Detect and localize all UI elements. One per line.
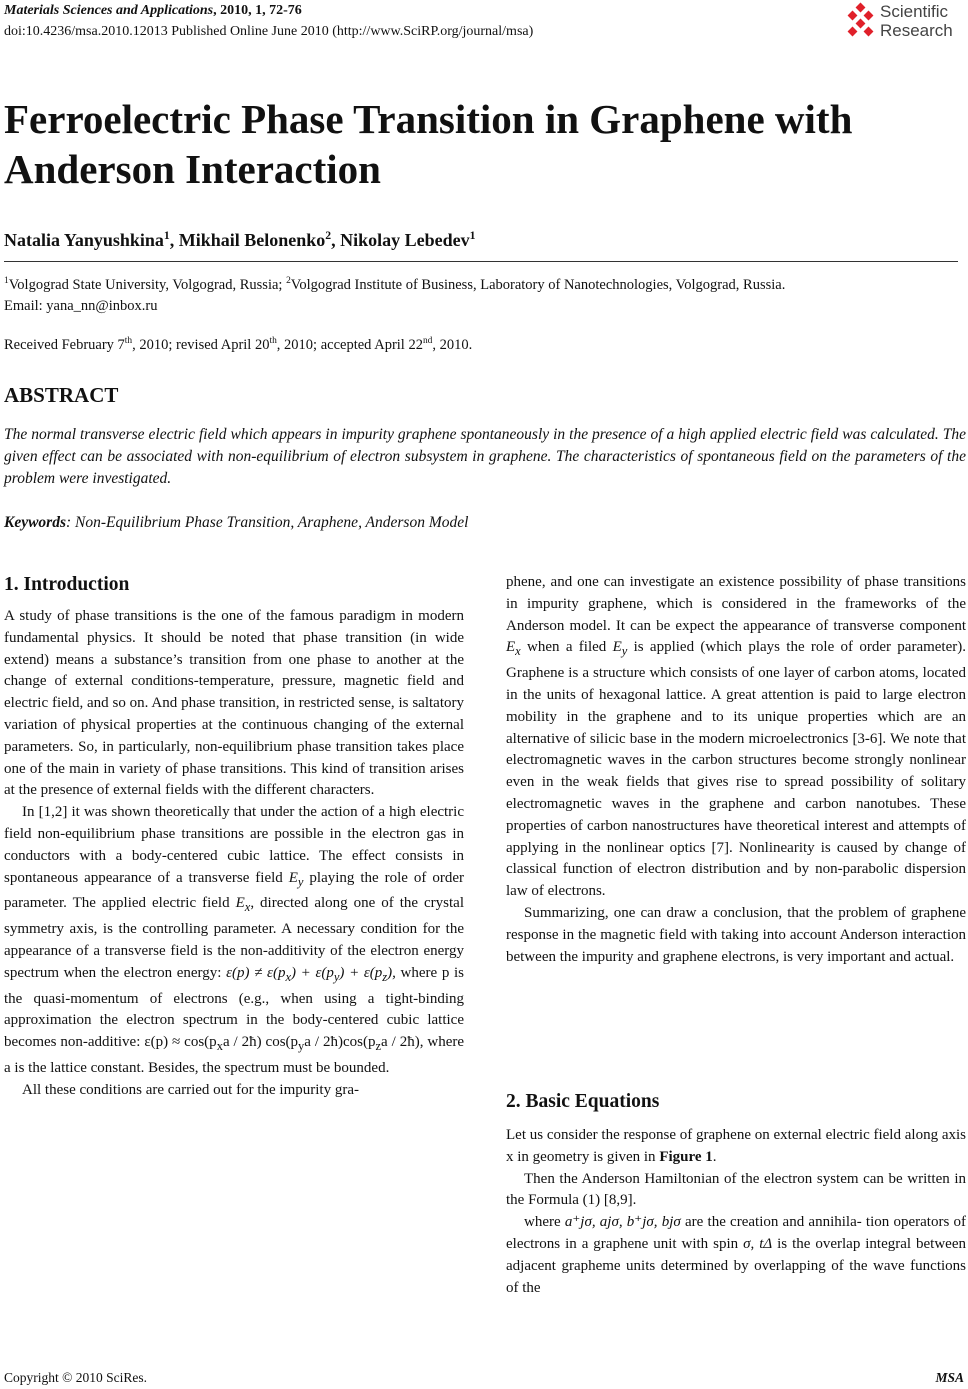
publisher-name-line2: Research [880, 21, 953, 40]
text-span: , directed along one of the crystal symmetry axis, is the controlling parameter. A necessary condition for the appearance of a transverse field is the non-additivity of the electron energy spectrum when the electron energy: [4, 895, 464, 981]
doi-line: doi:10.4236/msa.2010.12013 Published Online June 2010 (http://www.SciRP.org/journal/msa) [4, 24, 534, 39]
subscript: x [515, 644, 521, 659]
text-span: are the creation and annihila- tion operators of electrons in a graphene unit with spin [506, 1214, 966, 1252]
subscript: y [297, 874, 304, 889]
publisher-logo [844, 2, 964, 46]
section-2-heading: 2. Basic Equations [506, 1091, 660, 1112]
formula-part: a / 2ħ) [381, 1034, 420, 1051]
formula-part: ), [387, 964, 396, 981]
formula-part: ) + ε(p [291, 964, 334, 981]
text-span: is the overlap integral between adjacent grapheme units determined by overlapping of the wave functions of the [506, 1235, 966, 1296]
author-3: Nikolay Lebedev [340, 230, 470, 250]
figure-link[interactable]: Figure 1 [659, 1148, 713, 1165]
symbol: E [235, 895, 245, 912]
symbol: E [612, 639, 622, 656]
paper-title [4, 94, 964, 194]
text-span: , [750, 1235, 760, 1252]
basic-paragraph-1 [506, 1125, 966, 1169]
journal-abbreviation: MSA [935, 1370, 964, 1385]
intro-paragraph-3: All these conditions are carried out for the impurity gra- [22, 1081, 359, 1098]
spin-symbol: σ [743, 1235, 751, 1252]
intro-paragraph-1: A study of phase transitions is the one of the famous paradigm in modern fundamental physics. It should be noted that phase transition (in wide extend) means a substance’s transition from one phase to another at the change of external conditions-temperature, pressure, magnetic field and electric field, and so on. And phase transition, in restricted sense, is saltatory variation of physical properties at the continuous changing of the external parameters. So, in particularly, non-equilibrium phase transition takes place one of the main in variety of phase transitions. This kind of transition arises at the presence of external fields with the different characters. [4, 608, 464, 799]
affiliation-1: Volgograd State University, Volgograd, Russia; [8, 276, 287, 293]
ordinal-suffix: th [269, 336, 277, 346]
symbol: E [506, 639, 516, 656]
received-text: Received February 7 [4, 336, 125, 353]
text-span: In [1,2] it was shown theoretically that under the action of a high electric field non-equilibrium phase transitions are possible in the electron gas in conductors with a body-centered cubic lattice. The effect consists in spontaneous appearance of a transverse field [4, 804, 464, 886]
text-span: Let us consider the response of graphene on external electric field along axis x in geometry is given in [506, 1127, 966, 1165]
formula-nonadditive [226, 964, 396, 984]
text-span: phene, and one can investigate an existence possibility of phase transitions in impurity graphene, which is considered in the frameworks of the Anderson model. It can be expect the appearance of transverse component [506, 574, 966, 634]
right-column [506, 572, 966, 968]
text-span: playing the role of order parameter. The applied electric field [4, 869, 465, 912]
symbol: E [288, 869, 298, 886]
text-span: , where a is the lattice constant. Besides, the spectrum must be bounded. [4, 1034, 465, 1076]
subscript: x [216, 1039, 223, 1054]
copyright: Copyright © 2010 SciRes. [4, 1370, 148, 1385]
text-span: is applied (which plays the role of order parameter). Graphene is a structure which consists of one layer of carbon atoms, located in the units of hexagonal lattice. A great attention is paid to large electron mobility in the graphene and to its unique properties which are an alternative of silicic base in the modern microelectronics [3-6]. We note that electromagnetic waves in the carbon structures become strongly nonlinear even in the weak fields that gives rise to spread possibility of solitary electromagnetic waves in the graphene and carbon nanotubes. These properties of carbon nanostructures have theoretical interest and attempts of applying in the nonlinear optics [7]. Nonlinearity is caused by change of classical function of electron distribution and by non-parabolic dispersion law of electrons. [506, 639, 966, 900]
subscript: z [382, 969, 388, 984]
publisher-name [880, 2, 953, 40]
affiliations: $^1$Volgograd State University, Volgograd, Russia; $^2$Volgograd Institute of Business, Laboratory of Nanotechnologies, Volgograd, Russia. Email: yana_nn@inbox.ru [4, 271, 785, 317]
section-1-heading: 1. Introduction [4, 574, 130, 595]
intro-paragraph-2 [4, 802, 464, 1080]
formula-part: ) + ε(p [339, 964, 383, 981]
keywords [4, 514, 468, 532]
basic-equations-text [506, 1125, 966, 1299]
year-text: , 2010. [432, 336, 473, 353]
revised-text: , 2010; revised April 20 [132, 336, 270, 353]
subscript: y [333, 969, 340, 984]
subscript: z [375, 1039, 382, 1054]
affiliation-2: Volgograd Institute of Business, Laboratory of Nanotechnologies, Volgograd, Russia. [290, 276, 786, 293]
subscript: x [285, 969, 292, 984]
right-paragraph-1 [506, 572, 966, 903]
subscript: y [621, 644, 628, 659]
publisher-name-line1: Scientific [880, 2, 949, 21]
formula-spectrum [144, 1034, 420, 1054]
subscript: x [244, 900, 251, 915]
text-span: . [712, 1148, 717, 1165]
basic-paragraph-3 [506, 1212, 966, 1299]
formula-part: a / 2ħ)cos(p [304, 1034, 376, 1051]
field-ey [288, 869, 304, 889]
header-divider [4, 261, 958, 262]
accepted-text: , 2010; accepted April 22 [276, 336, 423, 353]
keywords-text: : Non-Equilibrium Phase Transition, Araphene, Anderson Model [66, 514, 469, 531]
formula-part: ε(p) ≠ ε(p [226, 964, 286, 981]
journal-citation [4, 3, 302, 19]
ordinal-suffix: th [124, 336, 133, 346]
title-line-1: Ferroelectric Phase Transition in Graphene with [4, 96, 853, 142]
email: Email: yana_nn@inbox.ru [4, 297, 158, 314]
formula-part: a / 2ħ) cos(p [222, 1034, 299, 1051]
received-dates [4, 336, 472, 354]
formula-part: ε(p) ≈ cos(p [144, 1034, 217, 1051]
abstract-heading: ABSTRACT [4, 383, 119, 407]
right-paragraph-2: Summarizing, one can draw a conclusion, that the problem of graphene response in the magnetic field with taking into account Anderson interaction between the impurity and graphene electrons, is very important and actual. [506, 904, 966, 965]
text-span: when a filed [520, 639, 613, 656]
overlap-symbol: tΔ [759, 1235, 773, 1252]
keywords-label: Keywords [4, 514, 66, 531]
text-span: where p is the quasi-momentum of electrons (e.g., when using a tight-binding approximation the electron spectrum in the body-centered cubic lattice becomes non-additive: [4, 964, 465, 1051]
field-ey [612, 639, 628, 659]
ordinal-suffix: nd [422, 336, 433, 346]
journal-name: Materials Sciences and Applications [4, 3, 214, 18]
journal-issue: , 2010, 1, 72-76 [213, 3, 302, 18]
text-span: where [524, 1214, 565, 1231]
subscript: y [298, 1039, 305, 1054]
author-list: Natalia Yanyushkina$^1$, Mikhail Belonenko$^2$, Nikolay Lebedev$^1$ [4, 229, 476, 250]
field-ex [506, 639, 521, 659]
publisher-logo-icon [844, 2, 878, 42]
basic-paragraph-2: Then the Anderson Hamiltonian of the electron system can be written in the Formula (1) [8,9]. [506, 1170, 966, 1209]
abstract-text: The normal transverse electric field which appears in impurity graphene spontaneously in the presence of a high applied electric field was calculated. The given effect can be associated with non-equilibrium of electron subsystem in graphene. The characteristics of spontaneous field on the parameters of the problem were investigated. [4, 426, 966, 487]
author-1: Natalia Yanyushkina [4, 230, 164, 250]
left-column [4, 606, 464, 1102]
title-line-2: Anderson Interaction [4, 146, 381, 192]
operators: a⁺jσ, ajσ, b⁺jσ, bjσ [564, 1214, 681, 1231]
field-ex [235, 895, 251, 915]
author-2: Mikhail Belonenko [178, 230, 326, 250]
